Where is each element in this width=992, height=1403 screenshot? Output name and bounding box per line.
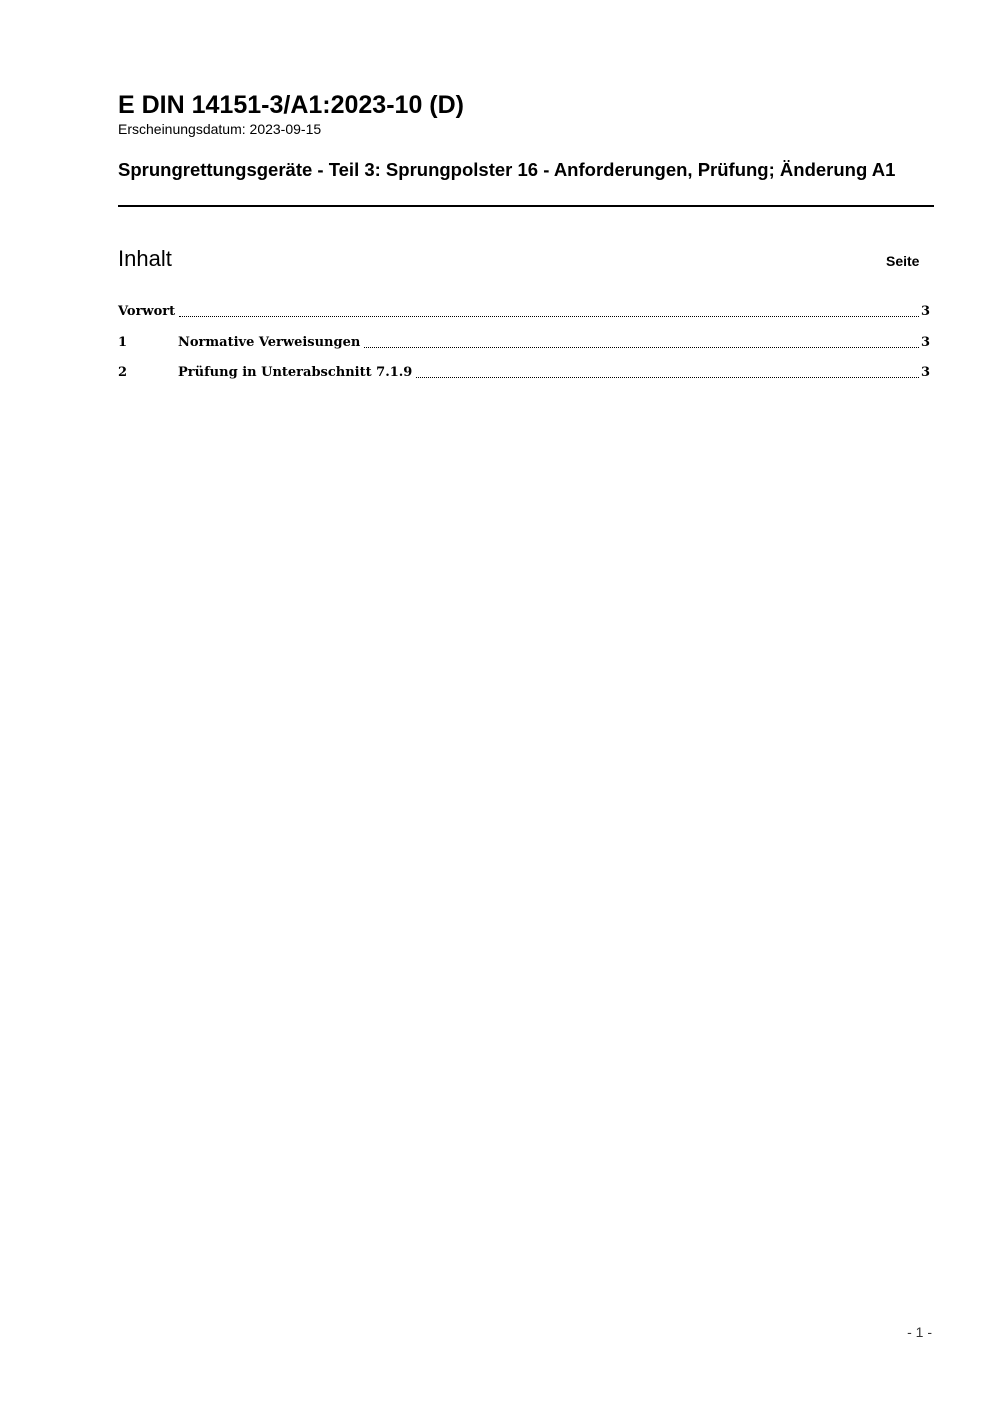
publication-date-line <box>118 121 321 138</box>
toc-entry-vorwort[interactable] <box>118 302 930 322</box>
publication-date-value: 2023-09-15 <box>249 121 322 137</box>
toc-dot-leader <box>416 363 919 378</box>
toc-entry-page[interactable]: 3 <box>920 365 930 380</box>
toc-entry-page[interactable]: 3 <box>920 334 930 350</box>
toc-entry-title[interactable]: Prüfung in Unterabschnitt 7.1.9 <box>178 365 413 380</box>
publication-date-label: Erscheinungsdatum: <box>118 121 246 137</box>
toc-entry-number: 1 <box>118 334 128 350</box>
document-title: Sprungrettungsgeräte - Teil 3: Sprungpolster 16 - Anforderungen, Prüfung; Änderung A1 <box>118 159 896 180</box>
page-number: - 1 - <box>907 1324 932 1340</box>
title-divider <box>118 205 934 207</box>
toc-dot-leader <box>179 302 919 317</box>
toc-page-column-label: Seite <box>886 253 920 269</box>
toc-entry-page[interactable]: 3 <box>920 304 930 319</box>
toc-heading: Inhalt <box>118 246 172 271</box>
toc-entry-pruefung[interactable] <box>118 363 930 383</box>
document-id: E DIN 14151-3/A1:2023-10 (D) <box>118 91 464 119</box>
toc-entry-number: 2 <box>118 365 128 380</box>
toc-dot-leader <box>364 333 919 348</box>
table-of-contents <box>118 302 930 394</box>
toc-entry-title[interactable]: Vorwort <box>118 304 176 319</box>
toc-entry-title[interactable]: Normative Verweisungen <box>178 334 361 350</box>
toc-entry-normative-verweisungen[interactable] <box>118 333 930 353</box>
